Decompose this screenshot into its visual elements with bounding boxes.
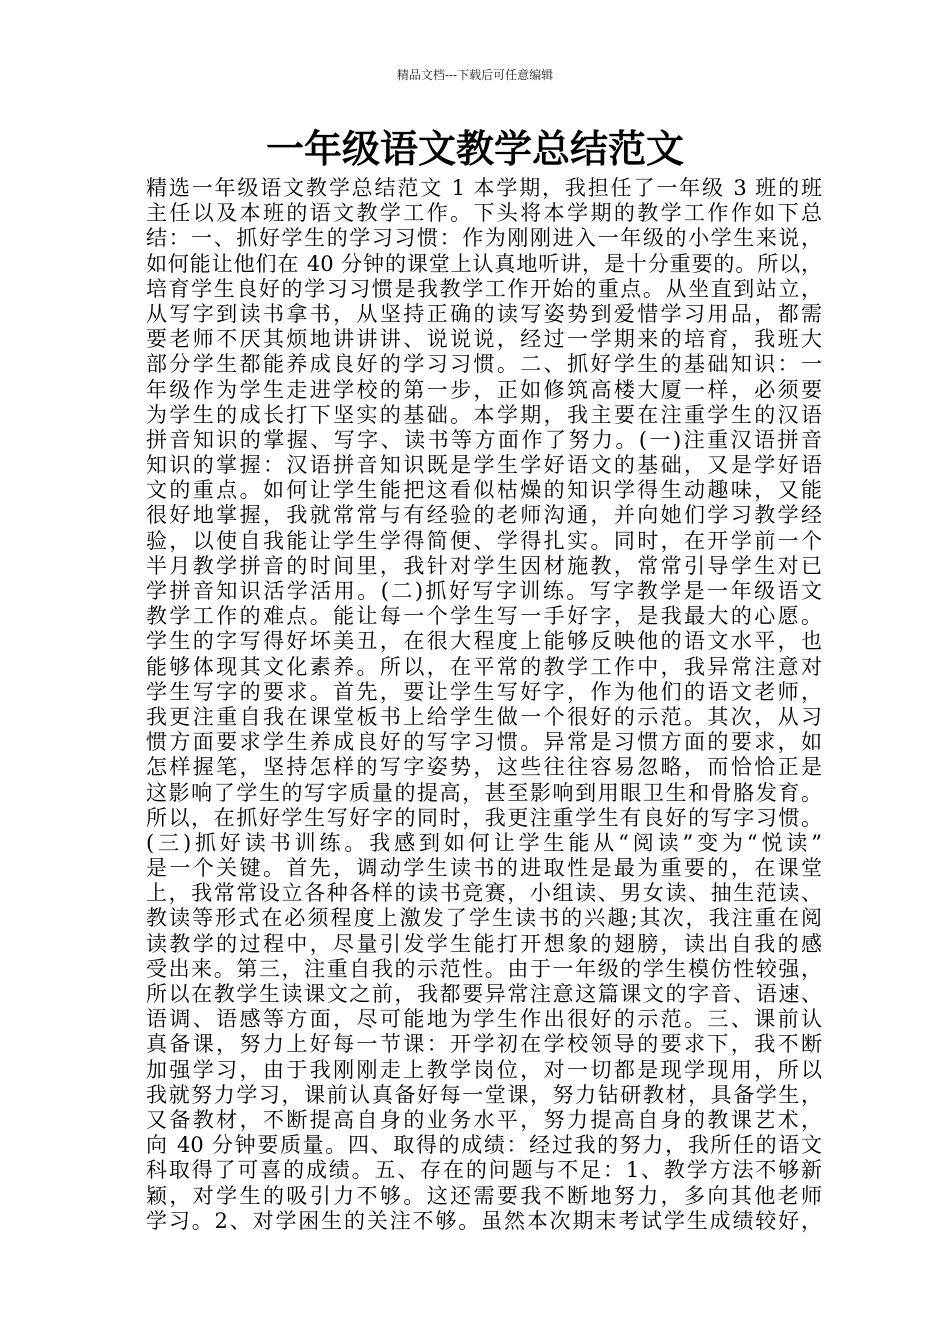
- body-text-line: 结：一、抓好学生的学习习惯：作为刚刚进入一年级的小学生来说，: [146, 226, 822, 251]
- body-text-line: 培育学生良好的学习习惯是我教学工作开始的重点。从坐直到站立，: [146, 276, 822, 301]
- body-text-line: 学生写字的要求。首先，要让学生写好字，作为他们的语文老师，: [146, 679, 822, 704]
- body-text-line: 学生的字写得好坏美丑，在很大程度上能够反映他的语文水平，也: [146, 629, 822, 654]
- body-text-line: 如何能让他们在 40 分钟的课堂上认真地听讲，是十分重要的。所以，: [146, 251, 822, 276]
- document-body: [146, 176, 822, 1234]
- body-text-line: 学习。2、对学困生的关注不够。虽然本次期末考试学生成绩较好，: [146, 1208, 822, 1233]
- body-text-line: 文的重点。如何让学生能把这看似枯燥的知识学得生动趣味，又能: [146, 478, 822, 503]
- document-title: 一年级语文教学总结范文: [265, 127, 684, 171]
- body-text-line: 所以在教学生读课文之前，我都要异常注意这篇课文的字音、语速、: [146, 982, 822, 1006]
- body-text-line: (三)抓好读书训练。我感到如何让学生能从“阅读”变为“悦读”: [146, 830, 822, 855]
- body-text-line: 读教学的过程中，尽量引发学生能打开想象的翅膀，读出自我的感: [146, 931, 822, 956]
- body-text-line: 为学生的成长打下坚实的基础。本学期，我主要在注重学生的汉语: [146, 402, 822, 427]
- body-text-line: 要老师不厌其烦地讲讲讲、说说说，经过一学期来的培育，我班大: [146, 327, 822, 352]
- body-text-line: 教读等形式在必须程度上激发了学生读书的兴趣;其次，我注重在阅: [146, 906, 822, 931]
- body-text-line: 科取得了可喜的成绩。五、存在的问题与不足：1、教学方法不够新: [146, 1158, 822, 1183]
- body-text-line: 知识的掌握：汉语拼音知识既是学生学好语文的基础，又是学好语: [146, 453, 822, 478]
- body-text-line: 这影响了学生的写字质量的提高，甚至影响到用眼卫生和骨胳发育。: [146, 780, 822, 805]
- body-text-line: 学拼音知识活学活用。(二)抓好写字训练。写字教学是一年级语文: [146, 579, 822, 603]
- body-text-line: 半月教学拼音的时间里，我针对学生因材施教，常常引导学生对已: [146, 553, 822, 578]
- body-text-line: 教学工作的难点。能让每一个学生写一手好字，是我最大的心愿。: [146, 604, 822, 629]
- body-text-line: 年级作为学生走进学校的第一步，正如修筑高楼大厦一样，必须要: [146, 377, 822, 402]
- body-text-line: 又备教材，不断提高自身的业务水平，努力提高自身的教课艺术，: [146, 1107, 822, 1132]
- body-text-line: 是一个关键。首先，调动学生读书的进取性是最为重要的，在课堂: [146, 856, 822, 881]
- body-text-line: 从写字到读书拿书，从坚持正确的读写姿势到爱惜学习用品，都需: [146, 301, 822, 326]
- page-header: 精品文档---下载后可任意编辑: [396, 68, 554, 82]
- body-text-line: 颖，对学生的吸引力不够。这还需要我不断地努力，多向其他老师: [146, 1183, 822, 1208]
- body-text-line: 能够体现其文化素养。所以，在平常的教学工作中，我异常注意对: [146, 654, 822, 679]
- body-text-line: 惯方面要求学生养成良好的写字习惯。异常是习惯方面的要求，如: [146, 730, 822, 755]
- body-text-line: 验，以使自我能让学生学得简便、学得扎实。同时，在开学前一个: [146, 528, 822, 553]
- body-text-line: 真备课，努力上好每一节课：开学初在学校领导的要求下，我不断: [146, 1032, 822, 1057]
- body-text-line: 受出来。第三，注重自我的示范性。由于一年级的学生模仿性较强，: [146, 956, 822, 981]
- body-text-line: 拼音知识的掌握、写字、读书等方面作了努力。(一)注重汉语拼音: [146, 427, 822, 452]
- body-text-line: 我就努力学习，课前认真备好每一堂课，努力钻研教材，具备学生，: [146, 1082, 822, 1107]
- body-text-line: 怎样握笔，坚持怎样的写字姿势，这些往往容易忽略，而恰恰正是: [146, 755, 822, 780]
- body-text-line: 精选一年级语文教学总结范文 1 本学期，我担任了一年级 3 班的班: [146, 176, 822, 200]
- body-text-line: 加强学习，由于我刚刚走上教学岗位，对一切都是现学现用，所以: [146, 1057, 822, 1082]
- body-text-line: 所以，在抓好学生写好字的同时，我更注重学生有良好的写字习惯。: [146, 805, 822, 830]
- body-text-line: 语调、语感等方面，尽可能地为学生作出很好的示范。三、课前认: [146, 1007, 822, 1032]
- body-text-line: 上，我常常设立各种各样的读书竞赛，小组读、男女读、抽生范读、: [146, 881, 822, 906]
- body-text-line: 我更注重自我在课堂板书上给学生做一个很好的示范。其次，从习: [146, 704, 822, 729]
- body-text-line: 主任以及本班的语文教学工作。下头将本学期的教学工作作如下总: [146, 201, 822, 226]
- body-text-line: 部分学生都能养成良好的学习习惯。二、抓好学生的基础知识：一: [146, 352, 822, 377]
- body-text-line: 很好地掌握，我就常常与有经验的老师沟通，并向她们学习教学经: [146, 503, 822, 528]
- body-text-line: 向 40 分钟要质量。四、取得的成绩：经过我的努力，我所任的语文: [146, 1133, 822, 1158]
